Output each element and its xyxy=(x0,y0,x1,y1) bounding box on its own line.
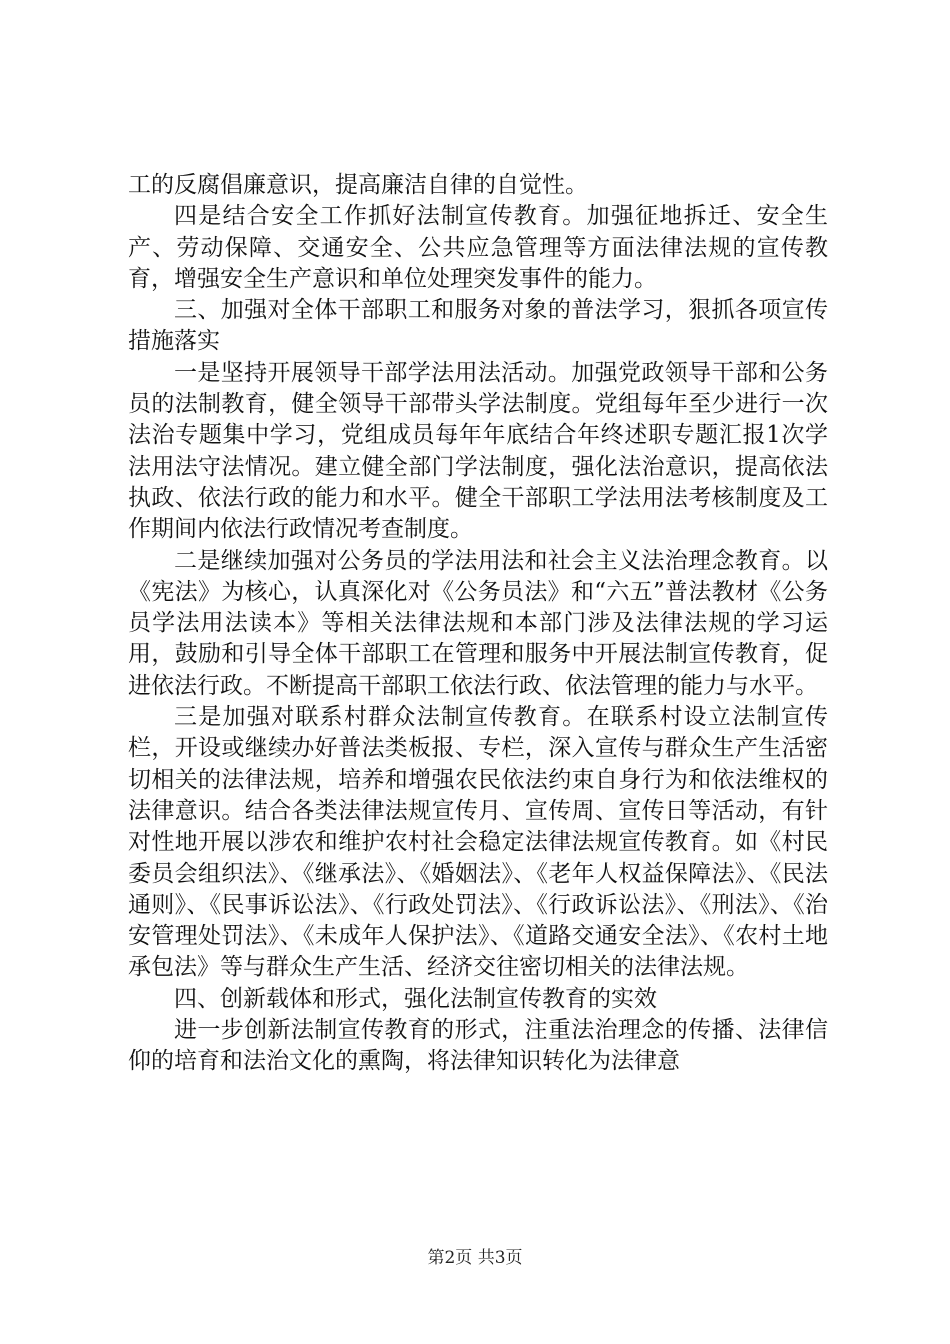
paragraph-continuation: 工的反腐倡廉意识，提高廉洁自律的自觉性。 xyxy=(128,172,588,198)
section-heading-3: 三、加强对全体干部职工和服务对象的普法学习，狠抓各项宣传措施落实 xyxy=(128,297,828,355)
section-heading-4: 四、创新载体和形式，强化法制宣传教育的实效 xyxy=(174,985,657,1012)
paragraph-leaders-study: 一是坚持开展领导干部学法用法活动。加强党政领导干部和公务员的法制教育，健全领导干部带头学法制度。党组每年至少进行一次法治专题集中学习，党组成员每年年底结合年终述职专题汇报1次学法用法守法情况。建立健全部门学法制度，强化法治意识，提高依法执政、依法行政的能力和水平。健全干部职工学法用法考核制度及工作期间内依法行政情况考查制度。 xyxy=(128,359,828,543)
paragraph-village-education: 三是加强对联系村群众法制宣传教育。在联系村设立法制宣传栏，开设或继续办好普法类板报、专栏，深入宣传与群众生产生活密切相关的法律法规，培养和增强农民依法约束自身行为和依法维权的法律意识。结合各类法律法规宣传月、宣传周、宣传日等活动，有针对性地开展以涉农和维护农村社会稳定法律法规宣传教育。如《村民委员会组织法》、《继承法》、《婚姻法》、《老年人权益保障法》、《民法通则》、《民事诉讼法》、《行政处罚法》、《行政诉讼法》、《刑法》、《治安管理处罚法》、《未成年人保护法》、《道路交通安全法》、《农村土地承包法》等与群众生产生活、经济交往密切相关的法律法规。 xyxy=(128,704,828,981)
page-number: 第2页 共3页 xyxy=(427,1248,523,1268)
document-body xyxy=(128,170,828,1078)
paragraph-civil-servants: 二是继续加强对公务员的学法用法和社会主义法治理念教育。以《宪法》为核心，认真深化对《公务员法》和“六五”普法教材《公务员学法用法读本》等相关法律法规和本部门涉及法律法规的学习运用，鼓励和引导全体干部职工在管理和服务中开展法制宣传教育，促进依法行政。不断提高干部职工依法行政、依法管理的能力与水平。 xyxy=(128,547,828,699)
paragraph-safety-education: 四是结合安全工作抓好法制宣传教育。加强征地拆迁、安全生产、劳动保障、交通安全、公共应急管理等方面法律法规的宣传教育，增强安全生产意识和单位处理突发事件的能力。 xyxy=(128,203,828,292)
paragraph-innovation: 进一步创新法制宣传教育的形式，注重法治理念的传播、法律信仰的培育和法治文化的熏陶，将法律知识转化为法律意 xyxy=(128,1017,828,1075)
